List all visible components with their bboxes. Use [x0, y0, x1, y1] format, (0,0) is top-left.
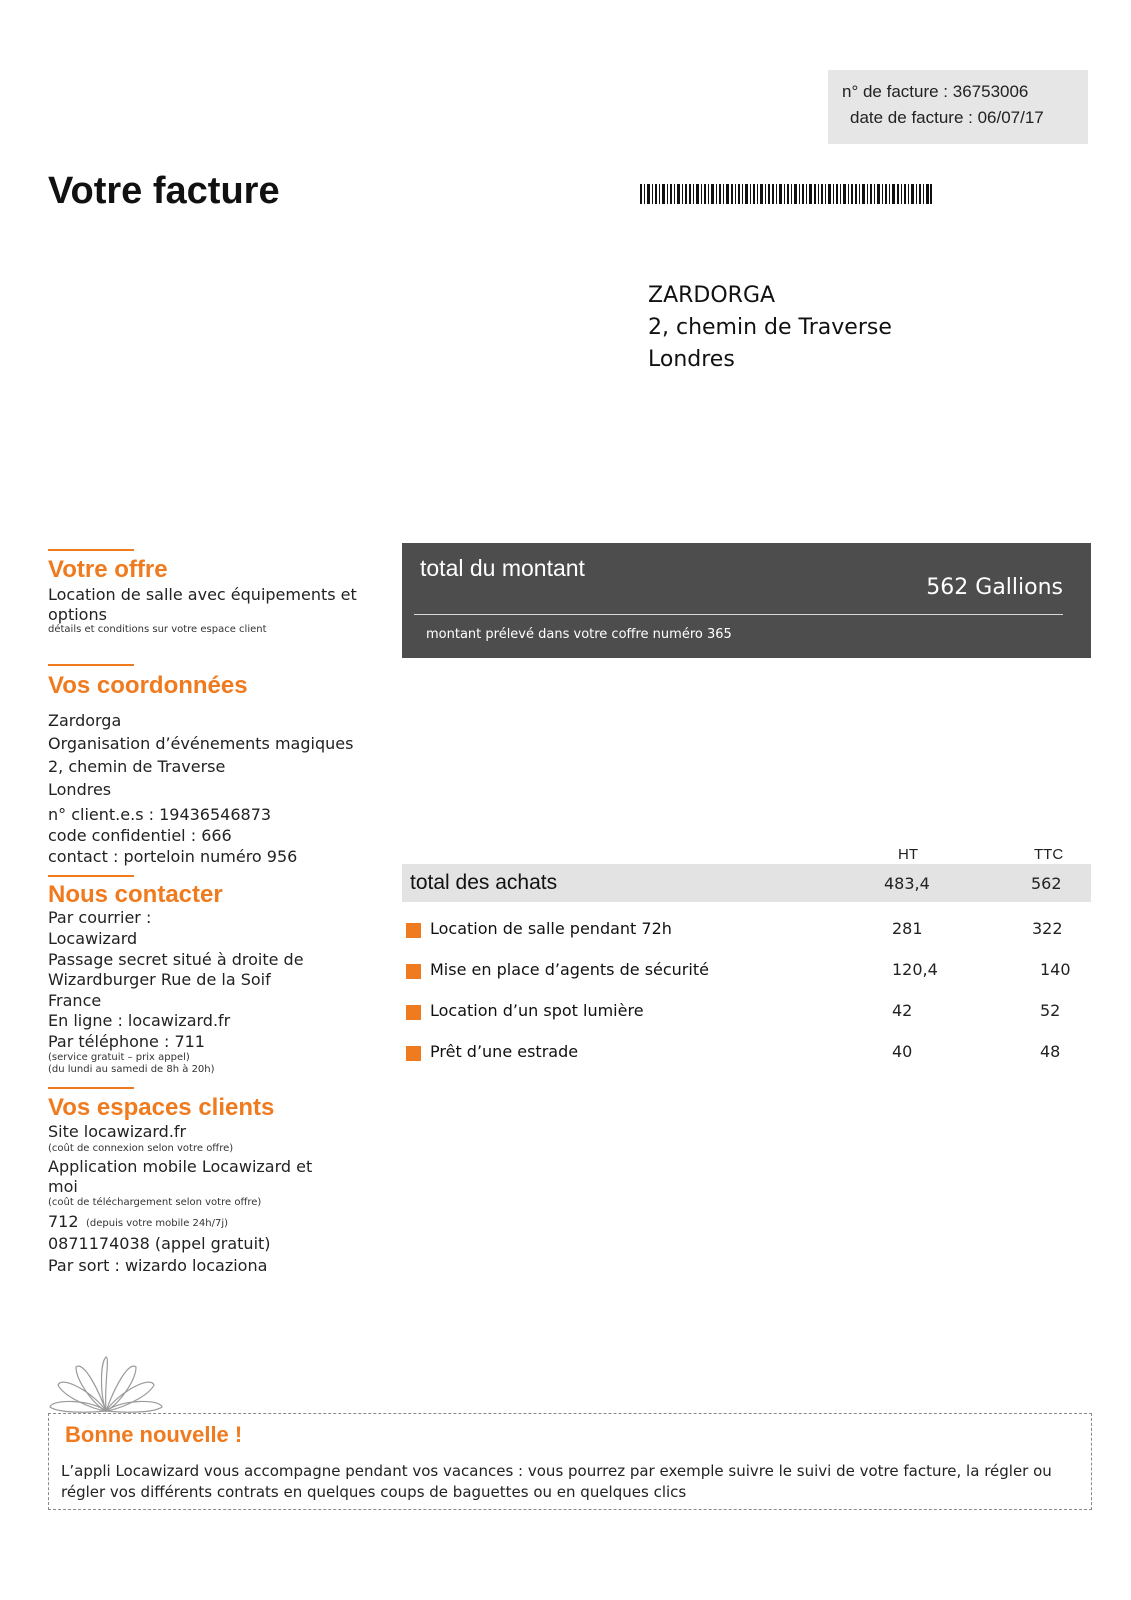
- client-app-note: (coût de téléchargement selon votre offre): [48, 1197, 262, 1208]
- phone-note: (service gratuit – prix appel): [48, 1052, 190, 1063]
- table-row: [402, 958, 1091, 988]
- offer-line1: Location de salle avec équipements et: [48, 585, 357, 604]
- column-ttc: TTC: [1034, 846, 1064, 863]
- client-site-note: (coût de connexion selon votre offre): [48, 1143, 234, 1154]
- item-ttc: 140: [1040, 960, 1071, 979]
- client-spell: Par sort : wizardo locaziona: [48, 1256, 268, 1275]
- invoice-info-box: [828, 70, 1088, 144]
- recipient-street: 2, chemin de Traverse: [648, 315, 892, 340]
- table-row: [402, 917, 1091, 947]
- contact-country: France: [48, 991, 102, 1010]
- client-mobile-number: 712: [48, 1212, 79, 1231]
- client-free-call: 0871174038 (appel gratuit): [48, 1234, 271, 1253]
- page-title: Votre facture: [48, 170, 280, 212]
- invoice-number: n° de facture : 36753006: [842, 82, 1029, 101]
- offer-title: Votre offre: [48, 556, 168, 583]
- total-note: montant prélevé dans votre coffre numéro 365: [426, 627, 732, 642]
- client-number: n° client.e.s : 19436546873: [48, 805, 272, 824]
- item-ttc: 322: [1032, 919, 1063, 938]
- purchases-total-ht: 483,4: [884, 874, 930, 893]
- client-mobile-note: (depuis votre mobile 24h/7j): [86, 1218, 229, 1229]
- section-divider: [48, 664, 134, 666]
- item-label: Location d’un spot lumière: [430, 1001, 644, 1020]
- item-ht: 120,4: [892, 960, 938, 979]
- item-ttc: 52: [1040, 1001, 1061, 1020]
- client-contact: contact : porteloin numéro 956: [48, 847, 298, 866]
- recipient-name: ZARDORGA: [648, 283, 776, 308]
- item-ht: 281: [892, 919, 923, 938]
- purchases-total-label: total des achats: [410, 871, 558, 894]
- client-spaces-title: Vos espaces clients: [48, 1094, 275, 1121]
- contact-phone[interactable]: Par téléphone : 711: [48, 1032, 205, 1051]
- bullet-icon: [406, 923, 421, 938]
- recipient-address: [648, 280, 892, 376]
- client-name: Zardorga: [48, 711, 122, 730]
- flower-icon: [48, 1355, 164, 1413]
- total-divider: [414, 614, 1063, 615]
- bullet-icon: [406, 1046, 421, 1061]
- recipient-city: Londres: [648, 347, 735, 372]
- item-label: Mise en place d’agents de sécurité: [430, 960, 709, 979]
- barcode-icon: [640, 184, 932, 204]
- item-ht: 42: [892, 1001, 913, 1020]
- column-ht: HT: [898, 846, 918, 863]
- contact-title: Nous contacter: [48, 881, 223, 908]
- client-street: 2, chemin de Traverse: [48, 757, 226, 776]
- client-app-line2: moi: [48, 1177, 78, 1196]
- good-news-box: [48, 1413, 1092, 1510]
- client-site[interactable]: Site locawizard.fr: [48, 1122, 187, 1141]
- purchases-total-ttc: 562: [1031, 874, 1062, 893]
- good-news-text: L’appli Locawizard vous accompagne pendant vos vacances : vous pourrez par exemple suivre le suivi de votre facture, la régler ou régler vos différents contrats en quelques coups de baguettes ou en quelques clics: [61, 1462, 1052, 1501]
- good-news-title: Bonne nouvelle !: [65, 1422, 243, 1447]
- item-label: Prêt d’une estrade: [430, 1042, 579, 1061]
- client-activity: Organisation d’événements magiques: [48, 734, 354, 753]
- total-title: total du montant: [420, 555, 585, 581]
- contact-mail-label: Par courrier :: [48, 908, 152, 927]
- item-label: Location de salle pendant 72h: [430, 919, 672, 938]
- section-divider: [48, 875, 134, 877]
- invoice-date: date de facture : 06/07/17: [850, 108, 1044, 127]
- section-divider: [48, 1087, 134, 1089]
- client-code: code confidentiel : 666: [48, 826, 232, 845]
- contact-company: Locawizard: [48, 929, 138, 948]
- client-app-line1: Application mobile Locawizard et: [48, 1157, 313, 1176]
- bullet-icon: [406, 964, 421, 979]
- item-ttc: 48: [1040, 1042, 1061, 1061]
- offer-line2: options: [48, 605, 107, 624]
- offer-note: détails et conditions sur votre espace client: [48, 624, 267, 635]
- item-ht: 40: [892, 1042, 913, 1061]
- total-amount: 562 Gallions: [926, 575, 1063, 600]
- contact-online[interactable]: En ligne : locawizard.fr: [48, 1011, 231, 1030]
- coordinates-title: Vos coordonnées: [48, 672, 248, 699]
- client-city: Londres: [48, 780, 112, 799]
- purchases-total-row: [402, 864, 1091, 902]
- section-divider: [48, 549, 134, 551]
- total-panel: [402, 543, 1091, 658]
- contact-address2: Wizardburger Rue de la Soif: [48, 970, 271, 989]
- contact-address1: Passage secret situé à droite de: [48, 950, 304, 969]
- bullet-icon: [406, 1005, 421, 1020]
- table-row: [402, 999, 1091, 1029]
- table-row: [402, 1040, 1091, 1070]
- phone-hours: (du lundi au samedi de 8h à 20h): [48, 1064, 215, 1075]
